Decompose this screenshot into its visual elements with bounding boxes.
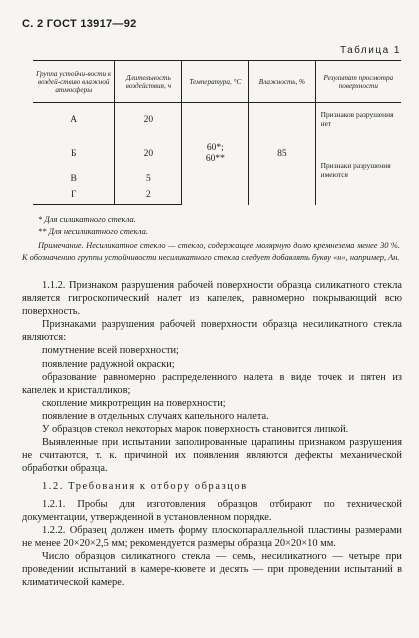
table-row [33, 103, 401, 137]
paragraph: Выявленные при испытании заполированные царапины признаком разрушения не считаются, т. к. причиной их появления являются дефекты механической обработки образца. [22, 437, 402, 475]
cell-result-no: Признаков разрушения нет [315, 103, 401, 137]
cell-group: В [70, 173, 77, 184]
table-header-row [33, 61, 401, 103]
test-conditions-table [33, 60, 401, 205]
list-item: появление в отдельных случаях капельного налета. [42, 410, 269, 422]
cell-temperature [182, 103, 249, 205]
paragraph: Число образцов силикатного стекла — семь, несиликатного — четыре при проведении испытаний в камере-кювете и десять — при проведении испытаний в климатической камере. [22, 550, 402, 589]
cell-group: Б [70, 148, 77, 159]
header-temperature: Температура, °С [182, 61, 249, 103]
footnote-nonsilicate: ** Для несиликатного стекла. [38, 226, 148, 236]
list-item: скопление микротрещин на поверхности; [42, 397, 226, 409]
cell-result-yes: Признаки разрушения имеются [315, 137, 401, 205]
header-group: Группа устойчи-вости к воздей-ствию влажной атмосферы [33, 61, 115, 103]
cell-humidity: 85 [249, 103, 315, 205]
table-note: Примечание. Несиликатное стекло — стекло, содержащее молярную долю кремнезема менее 30 %. К обозначению группы устойчивости несиликатного стекла следует добавлять букву «н», например, Ан. [22, 241, 400, 262]
cell-group: А [70, 114, 78, 125]
cell-duration: 5 [115, 171, 182, 187]
paragraph: 1.2.1. Пробы для изготовления образцов отбирают по технической документации, утвержденной в установленном порядке. [22, 498, 402, 523]
cell-duration: 20 [115, 103, 182, 137]
paragraph: У образцов стекол некоторых марок поверхность становится липкой. [42, 424, 349, 436]
cell-duration: 2 [115, 187, 182, 205]
footnote-silicate: * Для силикатного стекла. [38, 214, 136, 224]
list-item: образование равномерно распределенного налета в виде точек и пятен из капелек и кристалликов; [22, 371, 402, 396]
paragraph: 1.1.2. Признаком разрушения рабочей поверхности образца силикатного стекла является гигроскопический налет из капелек, равномерно покрывающий всю поверхность. [22, 280, 402, 318]
table-caption: Таблица 1 [339, 45, 401, 56]
paragraph: Признаками разрушения рабочей поверхности образца несиликатного стекла являются: [22, 319, 402, 344]
header-result: Результат просмотра поверхности [315, 61, 401, 103]
document-body [22, 279, 402, 589]
list-item: помутнение всей поверхности; [42, 345, 179, 357]
list-item: появление радужной окраски; [42, 358, 175, 370]
page-header: С. 2 ГОСТ 13917—92 [22, 18, 137, 30]
cell-duration: 20 [115, 137, 182, 171]
cell-group: Г [33, 187, 115, 205]
header-humidity: Влажность, % [249, 61, 315, 103]
temperature-value: 60*; 60** [205, 142, 225, 164]
paragraph: 1.2.2. Образец должен иметь форму плоскопараллельной пластины размерами не менее 20×20×2,5 мм; рекомендуется размеры образца 20×20×10 мм. [22, 524, 402, 549]
header-duration: Длительность воздействия, ч [115, 61, 182, 103]
section-heading: 1.2. Требования к отбору образцов [42, 481, 248, 493]
